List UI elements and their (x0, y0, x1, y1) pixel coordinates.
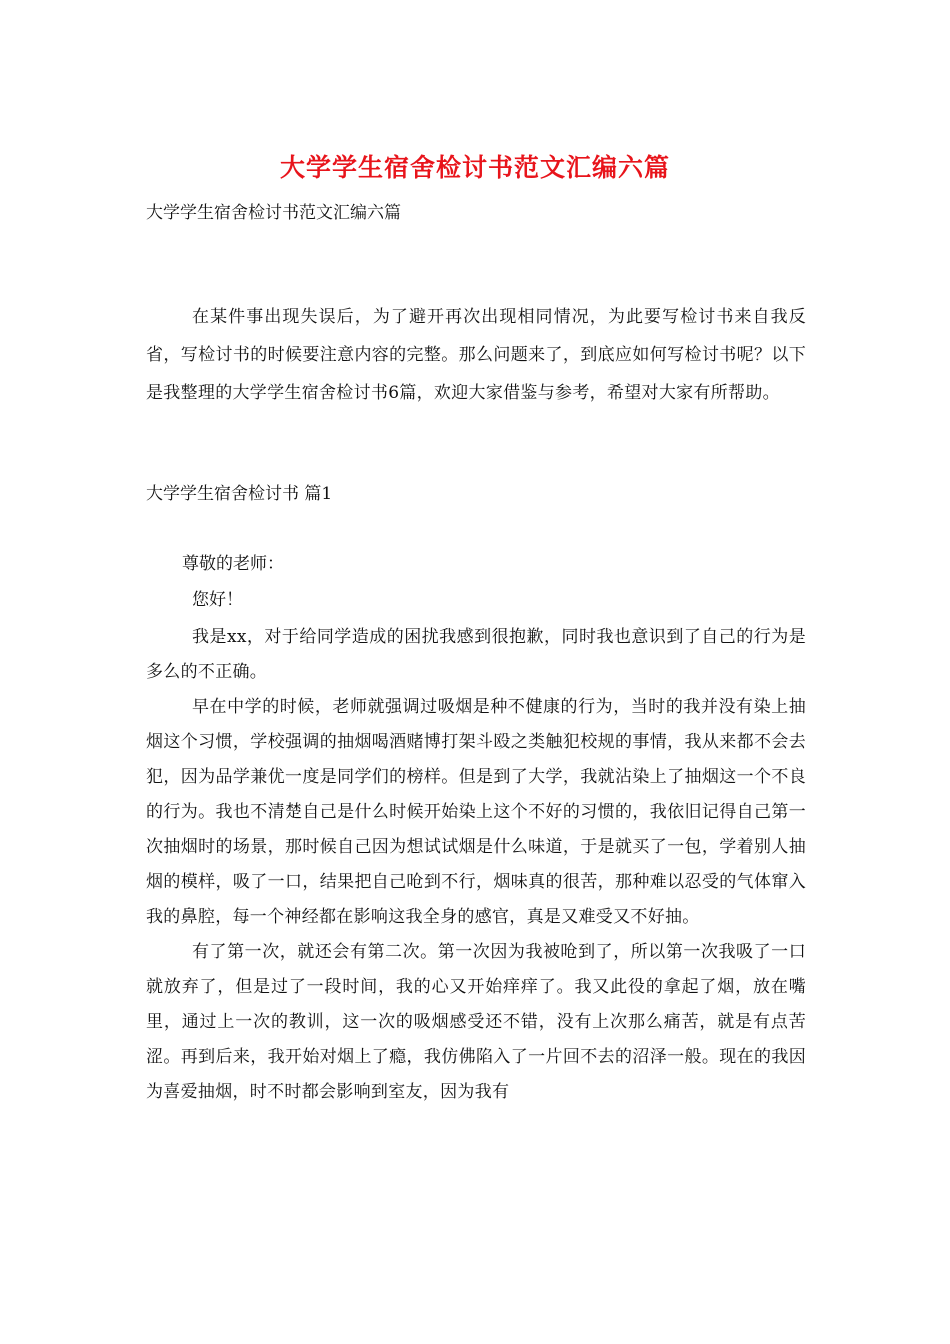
document-subtitle: 大学学生宿舍检讨书范文汇编六篇 (146, 203, 401, 223)
letter-greeting: 尊敬的老师： (182, 554, 284, 574)
intro-text: 在某件事出现失误后，为了避开再次出现相同情况，为此要写检讨书来自我反省，写检讨书的时候要注意内容的完整。那么问题来了，到底应如何写检讨书呢？以下是我整理的大学学生宿舍检讨书6篇，欢迎大家借鉴与参考，希望对大家有所帮助。 (146, 307, 806, 403)
intro-paragraph (146, 298, 806, 412)
document-title: 大学学生宿舍检讨书范文汇编六篇 (279, 153, 670, 182)
body-paragraph-1: 我是xx，对于给同学造成的困扰我感到很抱歉，同时我也意识到了自己的行为是多么的不正确。 (146, 627, 806, 682)
body-paragraph-3: 有了第一次，就还会有第二次。第一次因为我被呛到了，所以第一次我吸了一口就放弃了，但是过了一段时间，我的心又开始痒痒了。我又此役的拿起了烟，放在嘴里，通过上一次的教训，这一次的吸烟感受还不错，没有上次那么痛苦，就是有点苦涩。再到后来，我开始对烟上了瘾，我仿佛陷入了一片回不去的沼泽一般。现在的我因为喜爱抽烟，时不时都会影响到室友，因为我有 (146, 942, 806, 1102)
section-heading: 大学学生宿舍检讨书 篇1 (146, 484, 333, 504)
body-paragraph-2: 早在中学的时候，老师就强调过吸烟是种不健康的行为，当时的我并没有染上抽烟这个习惯，学校强调的抽烟喝酒赌博打架斗殴之类触犯校规的事情，我从来都不会去犯，因为品学兼优一度是同学们的榜样。但是到了大学，我就沾染上了抽烟这一个不良的行为。我也不清楚自己是什么时候开始染上这个不好的习惯的，我依旧记得自己第一次抽烟时的场景，那时候自己因为想试试烟是什么味道，于是就买了一包，学着别人抽烟的模样，吸了一口，结果把自己呛到不行，烟味真的很苦，那种难以忍受的气体窜入我的鼻腔，每一个神经都在影响这我全身的感官，真是又难受又不好抽。 (146, 697, 806, 927)
letter-body (146, 620, 806, 1110)
letter-salutation: 您好！ (192, 590, 243, 610)
